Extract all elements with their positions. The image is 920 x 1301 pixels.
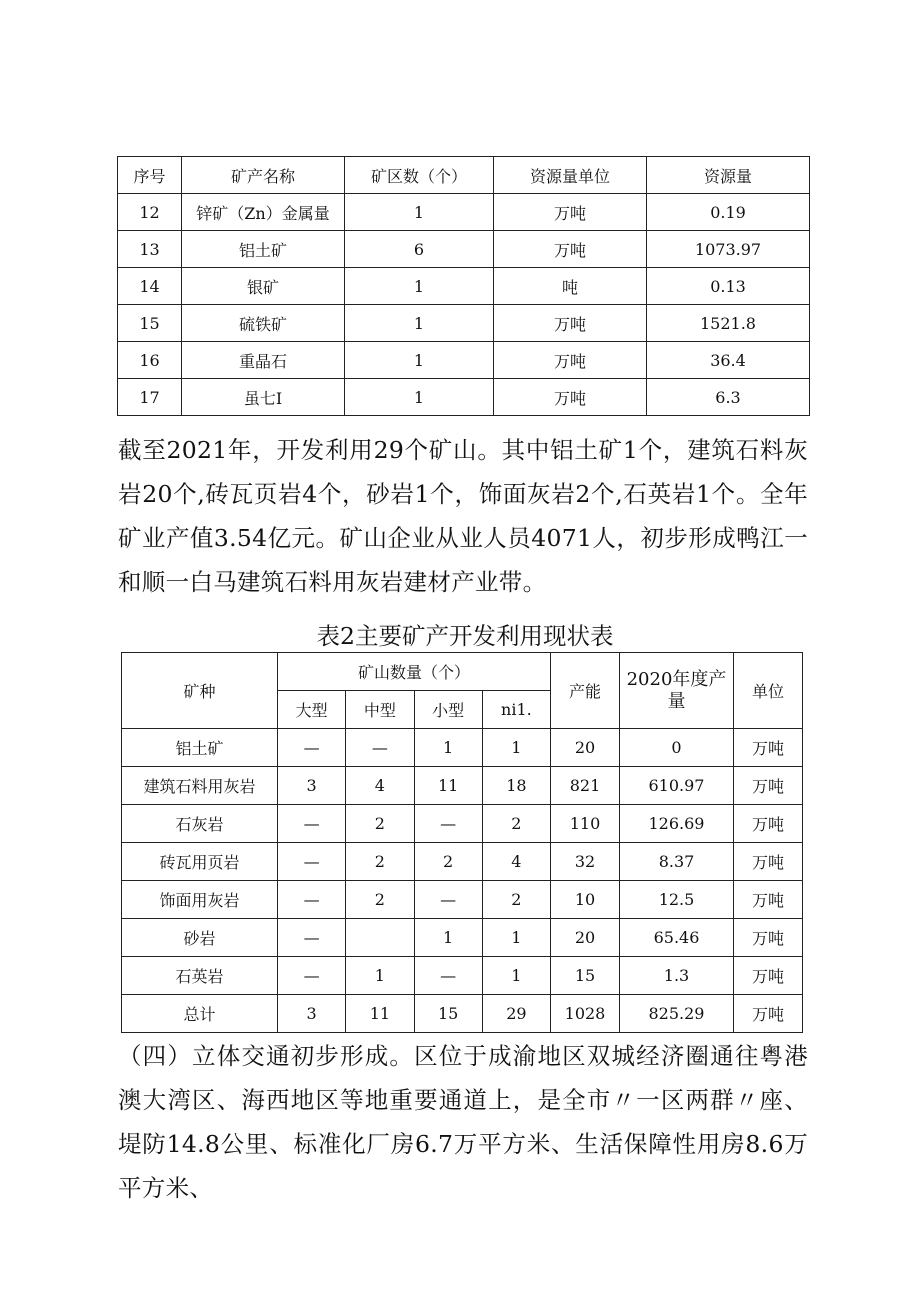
header-index: 序号: [118, 157, 182, 194]
table-row: [118, 268, 810, 305]
cell-output-2020: 825.29: [620, 995, 734, 1033]
cell-output-2020: 1.3: [620, 957, 734, 995]
cell-resource-unit: 吨: [494, 268, 647, 305]
table-row: [122, 805, 803, 843]
cell-mineral-type: 石英岩: [122, 957, 278, 995]
table-row: [118, 305, 810, 342]
cell-total-count: 18: [482, 767, 550, 805]
header-medium: 中型: [346, 691, 414, 729]
cell-large: —: [278, 729, 346, 767]
table-row: [118, 342, 810, 379]
cell-unit: 万吨: [734, 881, 803, 919]
cell-resource-amount: 1521.8: [647, 305, 810, 342]
cell-unit: 万吨: [734, 995, 803, 1033]
header-mineral-name: 矿产名称: [182, 157, 345, 194]
table-row: [118, 231, 810, 268]
cell-mineral-name: 硫铁矿: [182, 305, 345, 342]
cell-small: 1: [414, 729, 482, 767]
cell-medium: —: [346, 729, 414, 767]
cell-resource-unit: 万吨: [494, 379, 647, 416]
cell-mineral-type: 建筑石料用灰岩: [122, 767, 278, 805]
cell-capacity: 20: [551, 729, 620, 767]
cell-small: 15: [414, 995, 482, 1033]
cell-small: 2: [414, 843, 482, 881]
cell-large: —: [278, 843, 346, 881]
mining-status-table-body: [122, 729, 803, 1033]
cell-large: —: [278, 919, 346, 957]
cell-unit: 万吨: [734, 843, 803, 881]
cell-small: —: [414, 957, 482, 995]
cell-total-count: 1: [482, 957, 550, 995]
cell-index: 17: [118, 379, 182, 416]
cell-capacity: 32: [551, 843, 620, 881]
cell-resource-amount: 1073.97: [647, 231, 810, 268]
cell-resource-unit: 万吨: [494, 305, 647, 342]
mining-development-paragraph: 截至2021年，开发利用29个矿山。其中铝土矿1个，建筑石料灰岩20个,砖瓦页岩4个，砂岩1个，饰面灰岩2个,石英岩1个。全年矿业产值3.54亿元。矿山企业从业人员4071人，初步形成鸭江一和顺一白马建筑石料用灰岩建材产业带。: [118, 436, 808, 596]
cell-large: —: [278, 881, 346, 919]
cell-unit: 万吨: [734, 957, 803, 995]
table-row: [118, 194, 810, 231]
cell-mineral-type: 铝土矿: [122, 729, 278, 767]
cell-capacity: 821: [551, 767, 620, 805]
cell-total-count: 2: [482, 881, 550, 919]
cell-large: —: [278, 805, 346, 843]
cell-index: 14: [118, 268, 182, 305]
cell-medium: 4: [346, 767, 414, 805]
cell-mineral-type: 饰面用灰岩: [122, 881, 278, 919]
table-row: [122, 919, 803, 957]
table-header-row: [122, 653, 803, 691]
table-row: [122, 767, 803, 805]
cell-total-count: 29: [482, 995, 550, 1033]
cell-mineral-type: 砂岩: [122, 919, 278, 957]
cell-output-2020: 610.97: [620, 767, 734, 805]
cell-output-2020: 126.69: [620, 805, 734, 843]
table-row: [122, 843, 803, 881]
header-mineral-type: 矿种: [122, 653, 278, 729]
cell-resource-unit: 万吨: [494, 194, 647, 231]
cell-capacity: 110: [551, 805, 620, 843]
cell-mineral-name: 重晶石: [182, 342, 345, 379]
cell-small: 1: [414, 919, 482, 957]
table-header-row: [118, 157, 810, 194]
cell-index: 13: [118, 231, 182, 268]
cell-capacity: 1028: [551, 995, 620, 1033]
cell-unit: 万吨: [734, 919, 803, 957]
cell-mine-area-count: 6: [345, 231, 494, 268]
cell-index: 15: [118, 305, 182, 342]
cell-small: —: [414, 805, 482, 843]
cell-mine-area-count: 1: [345, 305, 494, 342]
cell-resource-amount: 0.19: [647, 194, 810, 231]
cell-output-2020: 8.37: [620, 843, 734, 881]
cell-index: 12: [118, 194, 182, 231]
cell-output-2020: 65.46: [620, 919, 734, 957]
cell-total-count: 1: [482, 729, 550, 767]
cell-large: 3: [278, 767, 346, 805]
cell-mine-area-count: 1: [345, 194, 494, 231]
table-row: [118, 379, 810, 416]
cell-total-count: 4: [482, 843, 550, 881]
header-output-2020: 2020年度产量: [620, 653, 734, 729]
cell-mineral-name: 锌矿（Zn）金属量: [182, 194, 345, 231]
cell-capacity: 10: [551, 881, 620, 919]
header-small: 小型: [414, 691, 482, 729]
header-resource-unit: 资源量单位: [494, 157, 647, 194]
cell-mineral-name: 银矿: [182, 268, 345, 305]
table-row: [122, 995, 803, 1033]
cell-medium: 1: [346, 957, 414, 995]
cell-total-count: 2: [482, 805, 550, 843]
table-row: [122, 729, 803, 767]
cell-index: 16: [118, 342, 182, 379]
resource-table-body: [118, 194, 810, 416]
cell-resource-unit: 万吨: [494, 231, 647, 268]
header-total-count: ni1.: [482, 691, 550, 729]
cell-unit: 万吨: [734, 805, 803, 843]
cell-capacity: 15: [551, 957, 620, 995]
resource-table: [117, 156, 810, 416]
cell-resource-amount: 36.4: [647, 342, 810, 379]
cell-resource-unit: 万吨: [494, 342, 647, 379]
cell-mine-area-count: 1: [345, 379, 494, 416]
cell-capacity: 20: [551, 919, 620, 957]
cell-medium: 2: [346, 805, 414, 843]
cell-mine-area-count: 1: [345, 342, 494, 379]
transport-paragraph: （四）立体交通初步形成。区位于成渝地区双城经济圈通往粤港澳大湾区、海西地区等地重要通道上，是全市〃一区两群〃座、堤防14.8公里、标准化厂房6.7万平方米、生活保障性用房8.6万平方米、: [118, 1042, 808, 1202]
cell-output-2020: 12.5: [620, 881, 734, 919]
cell-small: —: [414, 881, 482, 919]
table2-caption: 表2主要矿产开发利用现状表: [316, 622, 614, 650]
cell-mineral-type: 总计: [122, 995, 278, 1033]
header-resource-amount: 资源量: [647, 157, 810, 194]
table-row: [122, 881, 803, 919]
cell-medium: 2: [346, 881, 414, 919]
cell-mineral-name: 铝土矿: [182, 231, 345, 268]
table-row: [122, 957, 803, 995]
cell-medium: 2: [346, 843, 414, 881]
mining-status-table: [121, 652, 803, 1033]
cell-unit: 万吨: [734, 729, 803, 767]
header-mine-area-count: 矿区数（个）: [345, 157, 494, 194]
cell-resource-amount: 6.3: [647, 379, 810, 416]
cell-large: 3: [278, 995, 346, 1033]
header-unit: 单位: [734, 653, 803, 729]
cell-medium: [346, 919, 414, 957]
cell-small: 11: [414, 767, 482, 805]
cell-total-count: 1: [482, 919, 550, 957]
cell-mineral-name: 虽七I: [182, 379, 345, 416]
cell-unit: 万吨: [734, 767, 803, 805]
cell-large: —: [278, 957, 346, 995]
header-capacity: 产能: [551, 653, 620, 729]
header-mine-count: 矿山数量（个）: [278, 653, 551, 691]
cell-medium: 11: [346, 995, 414, 1033]
cell-mine-area-count: 1: [345, 268, 494, 305]
cell-mineral-type: 石灰岩: [122, 805, 278, 843]
cell-mineral-type: 砖瓦用页岩: [122, 843, 278, 881]
cell-resource-amount: 0.13: [647, 268, 810, 305]
cell-output-2020: 0: [620, 729, 734, 767]
header-large: 大型: [278, 691, 346, 729]
